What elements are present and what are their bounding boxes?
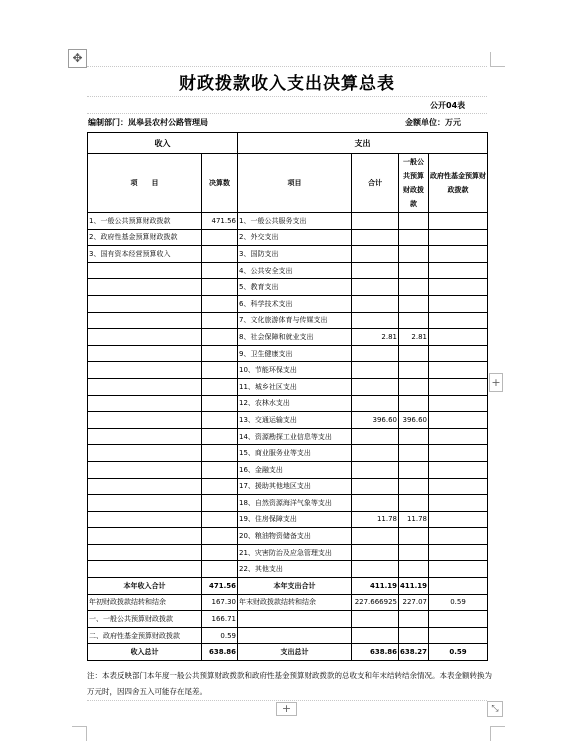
income-item-cell (88, 295, 202, 312)
income-item-cell (88, 312, 202, 329)
gov-fund-cell (429, 495, 488, 512)
income-amount-cell: 167.30 (202, 594, 238, 611)
table-row (88, 246, 488, 263)
expense-total-header: 合计 (352, 154, 399, 213)
gov-fund-cell (429, 295, 488, 312)
income-amount-cell (202, 511, 238, 528)
gov-fund-cell (429, 362, 488, 379)
expense-item-cell: 15、商业服务业等支出 (238, 445, 352, 462)
year-expense-general: 411.19 (399, 578, 429, 595)
table-row (88, 461, 488, 478)
expense-total-cell (352, 229, 399, 246)
gov-fund-cell (429, 428, 488, 445)
income-item-cell (88, 262, 202, 279)
income-header: 收入 (88, 133, 238, 154)
grand-expense-general: 638.27 (399, 644, 429, 661)
expense-item-cell: 4、公共安全支出 (238, 262, 352, 279)
general-budget-cell (399, 627, 429, 644)
income-amount-cell (202, 495, 238, 512)
footnote: 注：本表反映部门本年度一般公共预算财政拨款和政府性基金预算财政拨款的总收支和年末结转结余情况。本表金额转换为万元时，因四舍五入可能存在尾差。 (87, 671, 492, 696)
year-expense-total: 411.19 (352, 578, 399, 595)
gov-fund-cell (429, 395, 488, 412)
expense-item-cell: 7、文化旅游体育与传媒支出 (238, 312, 352, 329)
income-amount-cell (202, 412, 238, 429)
general-budget-cell (399, 478, 429, 495)
income-amount-cell (202, 295, 238, 312)
table-row (88, 627, 488, 644)
general-budget-cell (399, 213, 429, 230)
table-row (88, 594, 488, 611)
budget-table (87, 132, 488, 661)
expense-item-cell (238, 611, 352, 628)
gov-fund-cell (429, 312, 488, 329)
income-amount-cell (202, 329, 238, 346)
income-amount-cell: 0.59 (202, 627, 238, 644)
income-amount-cell: 166.71 (202, 611, 238, 628)
general-budget-cell (399, 611, 429, 628)
expense-item-cell: 17、援助其他地区支出 (238, 478, 352, 495)
income-amount-cell (202, 312, 238, 329)
gov-fund-cell (429, 262, 488, 279)
table-row (88, 561, 488, 578)
income-amount-cell (202, 229, 238, 246)
income-amount-cell (202, 262, 238, 279)
general-budget-cell: 396.60 (399, 412, 429, 429)
general-budget-cell (399, 528, 429, 545)
expense-item-cell: 9、卫生健康支出 (238, 345, 352, 362)
expense-item-cell: 8、社会保障和就业支出 (238, 329, 352, 346)
expense-total-cell (352, 495, 399, 512)
grand-income-total-amount: 638.86 (202, 644, 238, 661)
income-amount-cell (202, 378, 238, 395)
expense-total-cell (352, 345, 399, 362)
income-amount-cell (202, 428, 238, 445)
table-move-handle-icon[interactable]: ✥ (68, 49, 87, 68)
income-item-cell: 年初财政拨款结转和结余 (88, 594, 202, 611)
general-budget-cell (399, 362, 429, 379)
expense-total-cell (352, 544, 399, 561)
gov-fund-cell (429, 528, 488, 545)
gov-fund-cell: 0.59 (429, 594, 488, 611)
expense-item-cell: 1、一般公共服务支出 (238, 213, 352, 230)
document-title: 财政拨款收入支出决算总表 (179, 74, 395, 94)
income-amount-cell (202, 279, 238, 296)
general-budget-cell (399, 229, 429, 246)
income-amount-header: 决算数 (202, 154, 238, 213)
expense-item-cell: 20、粮油物资储备支出 (238, 528, 352, 545)
expense-total-cell: 11.78 (352, 511, 399, 528)
income-amount-cell: 471.56 (202, 213, 238, 230)
income-item-header: 项 目 (88, 154, 202, 213)
expense-total-cell (352, 445, 399, 462)
expense-item-cell: 12、农林水支出 (238, 395, 352, 412)
general-budget-cell (399, 262, 429, 279)
expense-total-cell: 396.60 (352, 412, 399, 429)
expense-item-cell: 21、灾害防治及应急管理支出 (238, 544, 352, 561)
general-budget-cell: 227.07 (399, 594, 429, 611)
form-number: 公开04表 (430, 101, 466, 110)
gov-fund-cell (429, 229, 488, 246)
income-item-cell (88, 544, 202, 561)
income-item-cell: 2、政府性基金预算财政拨款 (88, 229, 202, 246)
expense-total-cell: 227.666925 (352, 594, 399, 611)
expense-total-cell (352, 378, 399, 395)
income-item-cell (88, 279, 202, 296)
expense-item-cell: 3、国防支出 (238, 246, 352, 263)
income-item-cell: 二、政府性基金预算财政拨款 (88, 627, 202, 644)
title-top-border (87, 66, 487, 67)
expense-item-cell: 2、外交支出 (238, 229, 352, 246)
unit-label: 金额单位：万元 (405, 118, 461, 127)
expense-total-cell (352, 362, 399, 379)
expense-item-cell: 10、节能环保支出 (238, 362, 352, 379)
table-row (88, 412, 488, 429)
general-budget-cell (399, 378, 429, 395)
page-corner-top-right (490, 52, 505, 67)
expense-item-cell: 22、其他支出 (238, 561, 352, 578)
expense-total-cell (352, 279, 399, 296)
income-item-cell (88, 412, 202, 429)
income-item-cell: 3、国有资本经营预算收入 (88, 246, 202, 263)
table-row (88, 478, 488, 495)
department-label: 编制部门：岚皋县农村公路管理局 (88, 118, 208, 127)
gov-fund-cell (429, 279, 488, 296)
income-item-cell (88, 362, 202, 379)
gov-fund-cell (429, 561, 488, 578)
income-item-cell (88, 345, 202, 362)
income-item-cell (88, 378, 202, 395)
income-item-cell (88, 495, 202, 512)
gov-fund-cell (429, 544, 488, 561)
add-row-button[interactable]: + (276, 702, 297, 716)
gov-fund-cell (429, 329, 488, 346)
gov-fund-cell (429, 246, 488, 263)
expense-item-cell: 11、城乡社区支出 (238, 378, 352, 395)
table-row (88, 295, 488, 312)
expense-item-header: 项目 (238, 154, 352, 213)
expense-total-cell (352, 428, 399, 445)
expense-item-cell: 14、资源勘探工业信息等支出 (238, 428, 352, 445)
general-budget-cell: 11.78 (399, 511, 429, 528)
expense-item-cell: 18、自然资源海洋气象等支出 (238, 495, 352, 512)
income-item-cell (88, 461, 202, 478)
general-budget-cell (399, 544, 429, 561)
general-budget-cell (399, 561, 429, 578)
income-amount-cell (202, 461, 238, 478)
expense-total-cell (352, 312, 399, 329)
expense-item-cell: 年末财政拨款结转和结余 (238, 594, 352, 611)
table-row (88, 329, 488, 346)
gov-fund-cell (429, 445, 488, 462)
income-amount-cell (202, 561, 238, 578)
expense-item-cell: 16、金融支出 (238, 461, 352, 478)
gov-fund-cell (429, 627, 488, 644)
income-amount-cell (202, 246, 238, 263)
income-amount-cell (202, 478, 238, 495)
expense-total-cell (352, 246, 399, 263)
expense-header: 支出 (238, 133, 488, 154)
table-row (88, 279, 488, 296)
gov-fund-cell (429, 412, 488, 429)
gov-fund-cell (429, 611, 488, 628)
gov-fund-cell (429, 461, 488, 478)
expense-total-cell (352, 213, 399, 230)
income-item-cell (88, 428, 202, 445)
general-budget-cell: 2.81 (399, 329, 429, 346)
expense-total-cell (352, 262, 399, 279)
income-item-cell: 1、一般公共预算财政拨款 (88, 213, 202, 230)
year-income-total-label: 本年收入合计 (88, 578, 202, 595)
expense-total-cell (352, 627, 399, 644)
expense-total-cell (352, 528, 399, 545)
income-amount-cell (202, 544, 238, 561)
table-row (88, 262, 488, 279)
expense-total-cell (352, 395, 399, 412)
expense-total-cell (352, 611, 399, 628)
table-row (88, 511, 488, 528)
footer-divider (87, 700, 487, 701)
table-row (88, 395, 488, 412)
table-row (88, 312, 488, 329)
general-budget-cell (399, 461, 429, 478)
income-item-cell: 一、一般公共预算财政拨款 (88, 611, 202, 628)
gov-fund-cell (429, 478, 488, 495)
expense-item-cell: 5、教育支出 (238, 279, 352, 296)
grand-expense-fund: 0.59 (429, 644, 488, 661)
general-budget-cell (399, 395, 429, 412)
expense-item-cell (238, 627, 352, 644)
page-corner-bottom-left (72, 726, 87, 741)
header-divider (87, 113, 487, 114)
general-budget-cell (399, 445, 429, 462)
income-item-cell (88, 445, 202, 462)
table-row (88, 445, 488, 462)
income-amount-cell (202, 395, 238, 412)
income-item-cell (88, 561, 202, 578)
general-budget-cell (399, 345, 429, 362)
general-budget-cell (399, 312, 429, 329)
gov-fund-cell (429, 511, 488, 528)
table-row (88, 611, 488, 628)
table-row (88, 213, 488, 230)
income-amount-cell (202, 345, 238, 362)
income-item-cell (88, 395, 202, 412)
expense-total-cell (352, 478, 399, 495)
expense-item-cell: 19、住房保障支出 (238, 511, 352, 528)
gov-fund-cell (429, 378, 488, 395)
table-row (88, 428, 488, 445)
year-expense-total-label: 本年支出合计 (238, 578, 352, 595)
income-amount-cell (202, 362, 238, 379)
expense-total-cell (352, 295, 399, 312)
table-row (88, 495, 488, 512)
grand-expense-total: 638.86 (352, 644, 399, 661)
grand-income-total-label: 收入总计 (88, 644, 202, 661)
year-income-total-amount: 471.56 (202, 578, 238, 595)
general-budget-cell (399, 495, 429, 512)
table-row (88, 528, 488, 545)
expense-total-cell (352, 461, 399, 478)
gov-fund-cell (429, 213, 488, 230)
expense-total-cell: 2.81 (352, 329, 399, 346)
page-corner-bottom-right (490, 726, 505, 741)
general-budget-cell (399, 428, 429, 445)
income-amount-cell (202, 528, 238, 545)
general-budget-header: 一般公共预算财政拨款 (399, 154, 429, 213)
general-budget-cell (399, 279, 429, 296)
gov-fund-header: 政府性基金预算财政拨款 (429, 154, 488, 213)
table-row (88, 362, 488, 379)
income-item-cell (88, 511, 202, 528)
table-row (88, 345, 488, 362)
expense-total-cell (352, 561, 399, 578)
expense-item-cell: 6、科学技术支出 (238, 295, 352, 312)
income-amount-cell (202, 445, 238, 462)
expense-item-cell: 13、交通运输支出 (238, 412, 352, 429)
general-budget-cell (399, 246, 429, 263)
income-item-cell (88, 329, 202, 346)
income-item-cell (88, 478, 202, 495)
table-row (88, 544, 488, 561)
table-resize-handle-icon[interactable]: ⤡ (487, 701, 503, 717)
table-row (88, 229, 488, 246)
year-expense-fund (429, 578, 488, 595)
grand-expense-total-label: 支出总计 (238, 644, 352, 661)
add-column-button[interactable]: + (489, 373, 503, 392)
header-divider (87, 96, 487, 97)
general-budget-cell (399, 295, 429, 312)
gov-fund-cell (429, 345, 488, 362)
table-row (88, 378, 488, 395)
income-item-cell (88, 528, 202, 545)
